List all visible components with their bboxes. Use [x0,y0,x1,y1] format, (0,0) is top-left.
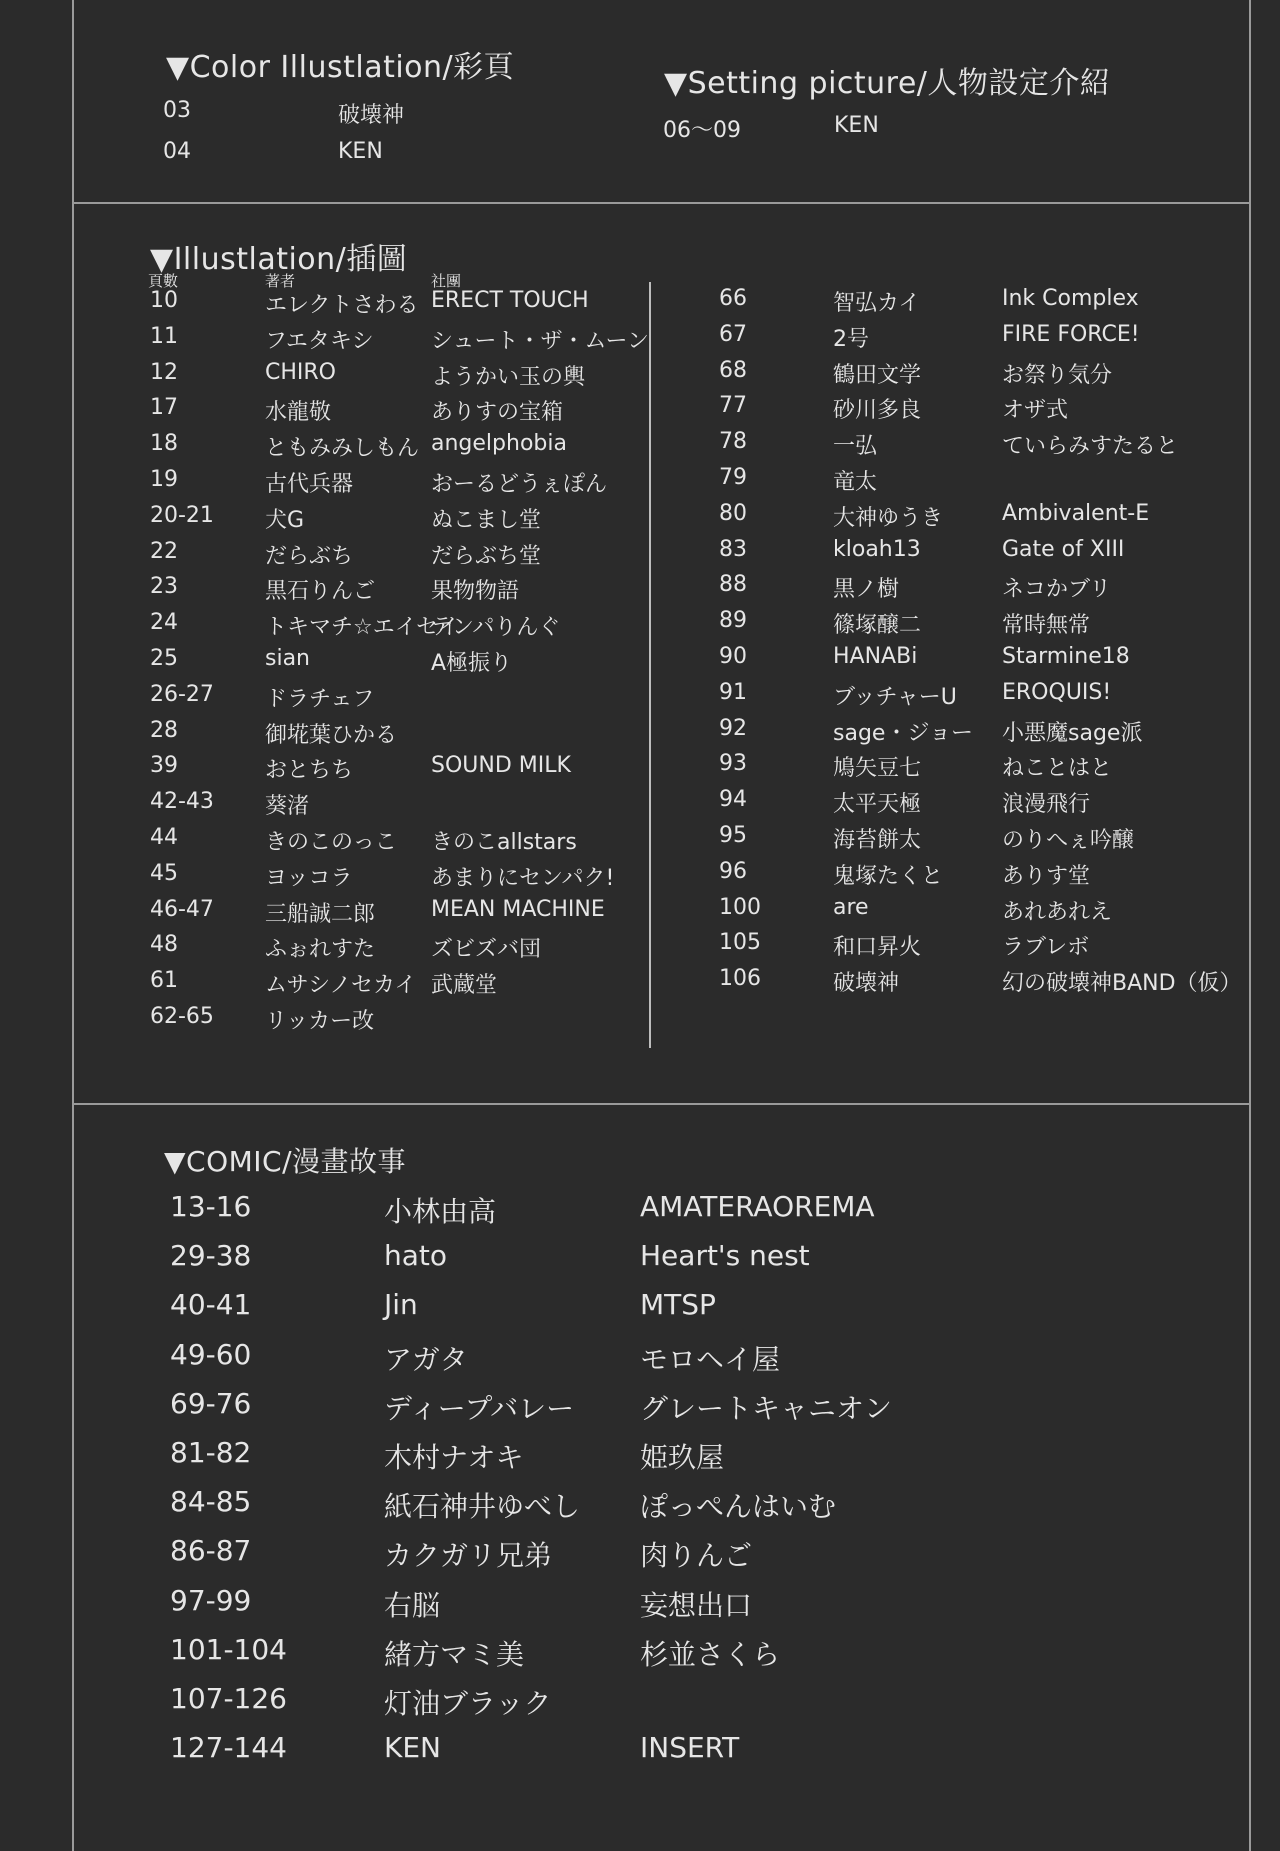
entry-page-number: 11 [150,323,178,349]
entry-page-number: 94 [719,787,747,813]
entry-page-number: 88 [719,572,747,598]
entry-page-number: 26-27 [150,681,214,707]
divider-middle [72,1103,1250,1105]
entry-circle-name: Starmine18 [1002,644,1130,669]
entry-circle-name: MTSP [640,1288,716,1322]
illust-section-title: ▼Illustlation/插圖 [150,242,408,277]
setting-section-title: ▼Setting picture/人物設定介紹 [664,66,1111,101]
entry-artist-name: sian [265,646,310,671]
entry-page-number: 90 [719,644,747,669]
entry-artist-name: 右脳 [384,1588,441,1622]
entry-circle-name: Ambivalent-E [1002,500,1150,526]
entry-artist-name: KEN [338,139,383,164]
color-section-title: ▼Color Illustlation/彩頁 [166,50,515,85]
entry-page-number: 92 [719,715,747,741]
entry-circle-name: Ink Complex [1002,286,1139,311]
entry-artist-name: だらぶち [265,543,354,569]
entry-artist-name: 竜太 [833,470,878,495]
entry-circle-name: 武蔵堂 [431,973,498,999]
entry-page-number: 127-144 [170,1731,287,1765]
entry-circle-name: FIRE FORCE! [1002,321,1140,347]
entry-circle-name: ERECT TOUCH [431,288,589,313]
entry-page-number: 17 [150,395,178,421]
entry-page-number: 68 [719,357,747,383]
entry-page-number: 04 [163,139,191,164]
entry-page-number: 83 [719,536,747,562]
entry-page-number: 61 [150,968,178,994]
entry-page-number: 86-87 [170,1534,252,1568]
entry-artist-name: 大神ゆうき [833,505,944,531]
entry-circle-name: ありすの宝箱 [431,400,564,426]
entry-circle-name: 浪漫飛行 [1002,792,1091,818]
entry-page-number: 101-104 [170,1632,287,1666]
entry-page-number: 77 [719,393,747,419]
entry-page-number: 44 [150,825,178,850]
entry-artist-name: ムサシノセカイ [265,973,417,999]
entry-artist-name: 海苔餅太 [833,828,922,853]
entry-circle-name: 小悪魔sage派 [1002,720,1143,746]
entry-page-number: 62-65 [150,1004,214,1029]
entry-page-number: 40-41 [170,1288,252,1322]
entry-artist-name: ふぉれすた [265,937,376,963]
entry-page-number: 107-126 [170,1682,287,1715]
entry-artist-name: トキマチ☆エイセイ [265,615,460,641]
entry-page-number: 91 [719,679,747,705]
entry-artist-name: 御埖葉ひかる [265,722,398,748]
entry-artist-name: 砂川多良 [833,398,922,424]
divider-top [72,202,1250,204]
entry-page-number: 13-16 [170,1190,252,1223]
entry-circle-name: MEAN MACHINE [431,896,605,922]
entry-artist-name: きのこのっこ [265,830,397,855]
entry-circle-name: 肉りんご [640,1539,753,1573]
entry-circle-name: シュート・ザ・ムーン [431,328,650,354]
entry-artist-name: 犬G [265,507,305,533]
entry-page-number: 03 [163,98,191,123]
header-artist: 著者 [265,272,296,290]
entry-circle-name: Heart's nest [640,1239,810,1273]
entry-artist-name: ディープバレー [384,1391,575,1425]
entry-page-number: 84-85 [170,1485,252,1519]
entry-circle-name: お祭り気分 [1002,362,1113,388]
entry-artist-name: 破壊神 [833,971,900,997]
entry-artist-name: ドラチェフ [265,686,375,712]
entry-page-number: 28 [150,717,178,743]
entry-artist-name: 小林由高 [384,1195,497,1228]
entry-artist-name: 鳩矢豆七 [833,756,922,782]
entry-circle-name: ラブレボ [1002,935,1090,961]
entry-circle-name: きのこallstars [431,830,577,855]
entry-circle-name: 幻の破壊神BAND（仮） [1002,971,1242,997]
entry-circle-name: グレートキャニオン [640,1391,893,1425]
entry-circle-name: おーるどうぇぽん [431,472,608,497]
entry-artist-name: 緒方マミ美 [384,1637,525,1671]
entry-page-number: 78 [719,429,747,455]
entry-circle-name: 姫玖屋 [640,1441,725,1474]
entry-artist-name: HANABi [833,644,918,669]
entry-artist-name: リッカー改 [265,1009,375,1034]
entry-circle-name: SOUND MILK [431,753,571,779]
entry-page-number: 22 [150,538,178,564]
entry-page-number: 19 [150,467,178,492]
entry-page-number: 18 [150,431,178,457]
entry-page-number: 96 [719,858,747,884]
entry-artist-name: 智弘カイ [833,291,921,316]
entry-artist-name: フエタキシ [265,328,374,354]
entry-artist-name: CHIRO [265,359,336,385]
entry-circle-name: Gate of XIII [1002,536,1125,562]
entry-artist-name: 黒石りんご [265,579,376,605]
entry-artist-name: 葵渚 [265,794,310,820]
entry-artist-name: 三船誠二郎 [265,901,376,927]
entry-artist-name: 灯油ブラック [384,1687,552,1720]
entry-page-number: 97-99 [170,1583,252,1617]
entry-page-number: 46-47 [150,896,214,922]
entry-circle-name: 妄想出口 [640,1588,753,1622]
entry-artist-name: 一弘 [833,434,878,460]
entry-circle-name: 杉並さくら [640,1637,781,1671]
entry-artist-name: 紙石神井ゆべし [384,1490,581,1524]
entry-circle-name: ありす堂 [1002,863,1091,889]
entry-artist-name: 鶴田文学 [833,362,922,388]
entry-artist-name: 黒ノ樹 [833,577,900,603]
entry-circle-name: ようかい玉の輿 [431,364,586,390]
entry-page-number: 42-43 [150,789,214,815]
entry-page-number: 93 [719,751,747,777]
entry-artist-name: おとちち [265,758,354,784]
entry-artist-name: ヨッコラ [265,865,353,891]
entry-page-number: 49-60 [170,1337,252,1371]
entry-page-number: 10 [150,288,178,313]
entry-page-number: 89 [719,608,747,634]
entry-circle-name: ねことはと [1002,756,1113,782]
entry-artist-name: カクガリ兄弟 [384,1539,553,1573]
entry-circle-name: ぽっぺんはいむ [640,1490,837,1524]
entry-circle-name: ネコかブリ [1002,577,1112,603]
entry-artist-name: 和口昇火 [833,935,922,961]
entry-circle-name: のりへぇ吟醸 [1002,828,1135,853]
entry-page-number: 66 [719,286,747,311]
entry-page-number: 39 [150,753,178,779]
entry-circle-name: AMATERAOREMA [640,1190,875,1223]
entry-artist-name: ともみみしもん [265,436,420,462]
entry-artist-name: 水龍敬 [265,400,332,426]
entry-artist-name: KEN [384,1731,441,1765]
entry-page-number: 45 [150,860,178,886]
entry-artist-name: Jin [384,1288,418,1322]
entry-page-number: 25 [150,646,178,671]
entry-page-number: 80 [719,500,747,526]
entry-circle-name: オザ式 [1002,398,1069,424]
entry-page-number: 23 [150,574,178,600]
entry-page-number: 81-82 [170,1436,252,1469]
entry-page-number: 29-38 [170,1239,252,1273]
entry-circle-name: A極振り [431,651,513,676]
frame-right-line [1249,0,1251,1851]
entry-artist-name: 2号 [833,326,869,352]
frame-left-line [72,0,74,1851]
entry-page-number: 100 [719,894,761,920]
entry-circle-name: ぬこまし堂 [431,507,542,533]
entry-page-number: 69-76 [170,1386,252,1420]
entry-artist-name: are [833,894,869,920]
entry-circle-name: あれあれえ [1002,899,1113,925]
entry-page-number: 79 [719,465,747,490]
entry-page-number: 06～09 [663,118,741,143]
entry-artist-name: 太平天極 [833,792,922,818]
entry-artist-name: アガタ [384,1342,468,1376]
entry-artist-name: エレクトさわる [265,293,419,318]
entry-page-number: 24 [150,610,178,636]
entry-page-number: 12 [150,359,178,385]
entry-page-number: 95 [719,823,747,848]
entry-page-number: 105 [719,930,761,956]
entry-circle-name: 果物物語 [431,579,520,605]
illust-column-divider [649,282,651,1048]
entry-circle-name: ていらみすたると [1002,434,1179,460]
entry-artist-name: 鬼塚たくと [833,863,944,889]
entry-artist-name: 篠塚醸二 [833,613,922,639]
entry-artist-name: 古代兵器 [265,472,354,497]
entry-page-number: 106 [719,966,761,992]
comic-section-title: ▼COMIC/漫畫故事 [164,1145,407,1178]
entry-artist-name: KEN [834,113,879,138]
entry-artist-name: 破壊神 [338,103,405,128]
entry-artist-name: 木村ナオキ [384,1441,524,1474]
entry-circle-name: ズビズバ団 [431,937,542,963]
header-circle: 社團 [431,272,462,290]
entry-page-number: 48 [150,932,178,958]
entry-circle-name: EROQUIS! [1002,679,1112,705]
entry-artist-name: kloah13 [833,536,921,562]
entry-page-number: 20-21 [150,502,214,528]
entry-circle-name: angelphobia [431,431,567,457]
entry-circle-name: だらぶち堂 [431,543,542,569]
entry-circle-name: モロヘイ屋 [640,1342,781,1376]
entry-circle-name: テンパりんぐ [431,615,561,641]
header-page: 頁數 [148,272,179,290]
entry-artist-name: ブッチャーU [833,684,957,710]
entry-page-number: 67 [719,321,747,347]
entry-circle-name: あまりにセンパク! [431,865,615,891]
entry-artist-name: hato [384,1239,448,1273]
entry-artist-name: sage・ジョー [833,720,974,746]
entry-circle-name: INSERT [640,1731,740,1765]
entry-circle-name: 常時無常 [1002,613,1091,639]
